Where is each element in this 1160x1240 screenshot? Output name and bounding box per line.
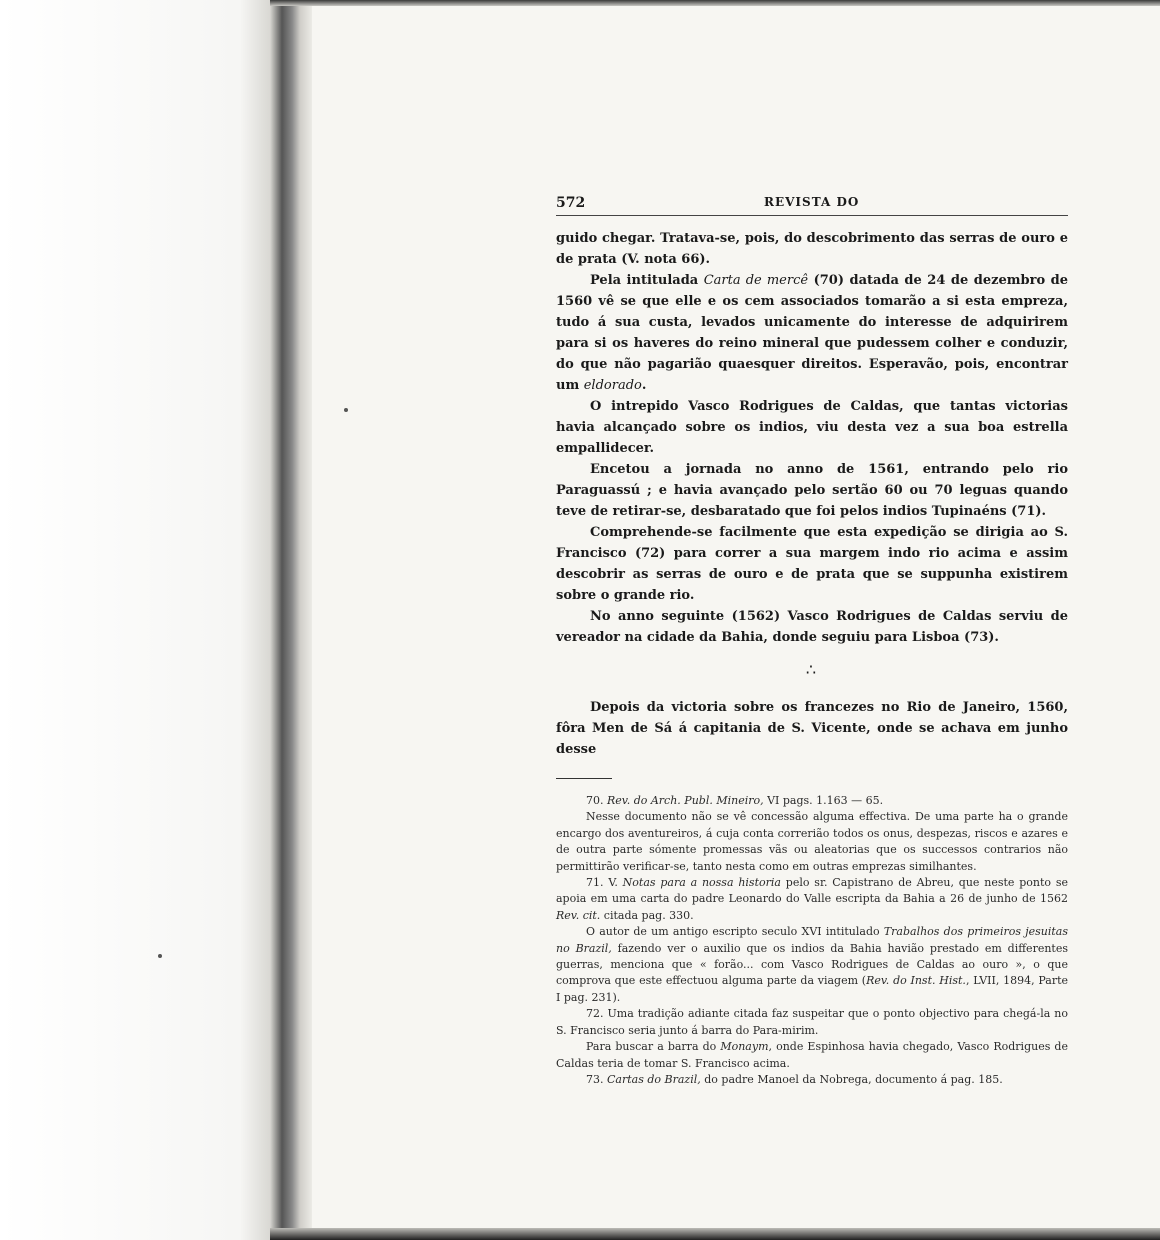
paragraph [556, 396, 1068, 459]
text-run: (70) datada de 24 de dezembro de 1560 vê se que elle e os cem associados tomarão a si esta empreza, tudo á sua custa, levados unicamente do interesse de adquirirem para si os haveres do reino mineral que pudessem colher e conduzir, do que não pagarião quaesquer direitos. Esperavão, pois, encontrar um [556, 273, 1069, 393]
footnote [556, 809, 1068, 875]
paragraph [556, 228, 1068, 270]
text-run: pelo sr. Capistrano de Abreu, que neste ponto se apoia em uma carta do padre Leonardo do Valle escripta da Bahia a 26 de junho de 1562 [556, 876, 1068, 906]
footnote [556, 875, 1068, 924]
italic-text: Trabalhos dos primeiros jesuitas no Brazil, [556, 925, 1068, 955]
italic-text: Rev. do Inst. Hist. [866, 974, 966, 988]
footnote [556, 924, 1068, 1006]
text-run: 70. [586, 794, 607, 807]
main-text-continued [556, 697, 1068, 760]
binding-gutter [0, 0, 312, 1240]
page-number: 572 [556, 195, 586, 211]
footnote [556, 1039, 1068, 1072]
text-run: VI pags. 1.163 — 65. [763, 794, 884, 807]
section-separator: ∴ [805, 660, 819, 679]
footnote [556, 1006, 1068, 1039]
text-run: do padre Manoel da Nobrega, documento á pag. 185. [700, 1072, 1003, 1086]
document-page [556, 195, 1068, 1088]
italic-text: Carta de mercê [703, 273, 809, 288]
text-run: . [641, 378, 647, 393]
page-bottom-edge [270, 1228, 1160, 1240]
text-run: , onde Espinhosa havia chegado, Vasco Rodrigues de Caldas teria de tomar S. Francisco acima. [556, 1040, 1068, 1070]
text-run: 71. V. [586, 876, 623, 890]
text-run: 72. Uma tradição adiante citada faz suspeitar que o ponto objectivo para chegá-la no S. Francisco seria junto á barra do Para-mirim. [556, 1007, 1068, 1037]
text-run: Para buscar a barra do [586, 1040, 721, 1054]
text-run: 73. [586, 1072, 607, 1086]
footnotes [556, 793, 1068, 1088]
text-run: No anno seguinte (1562) Vasco Rodrigues de Caldas serviu de vereador na cidade da Bahia, donde seguiu para Lisboa (73). [556, 609, 1068, 645]
paragraph [556, 697, 1068, 760]
text-run: O autor de um antigo escripto seculo XVI intitulado [586, 925, 884, 939]
paragraph [556, 606, 1068, 648]
page-speck [158, 954, 162, 958]
text-run: Comprehende-se facilmente que esta expedição se dirigia ao S. Francisco (72) para correr a sua margem indo rio acima e assim descobrir as serras de ouro e de prata que se suppunha existirem sobre o grande rio. [556, 525, 1068, 603]
text-run: Nesse documento não se vê concessão alguma effectiva. De uma parte ha o grande encargo dos aventureiros, á cuja conta correrião todos os onus, despezas, riscos e azares e de outra parte sómente promessas vãs ou aleatorias que os successos contrarios não permittirão verificar-se, tanto nesta como em outras emprezas similhantes. [556, 810, 1068, 873]
text-run: Depois da victoria sobre os francezes no Rio de Janeiro, 1560, fôra Men de Sá á capitania de S. Vicente, onde se achava em junho desse [556, 700, 1068, 757]
text-run: Pela intitulada [590, 273, 704, 288]
main-text [556, 228, 1068, 648]
italic-text: Monaym [720, 1040, 769, 1054]
page-header [556, 195, 1068, 216]
footnote [556, 1072, 1068, 1088]
text-run: O intrepido Vasco Rodrigues de Caldas, que tantas victorias havia alcançado sobre os indios, viu desta vez a sua boa estrella empallidecer. [556, 399, 1068, 456]
paragraph [556, 459, 1068, 522]
running-title: REVISTA DO [764, 195, 860, 209]
paragraph [556, 522, 1068, 606]
page-top-edge [270, 0, 1160, 6]
italic-text: Cartas do Brazil, [607, 1072, 701, 1086]
text-run: Encetou a jornada no anno de 1561, entrando pelo rio Paraguassú ; e havia avançado pelo sertão 60 ou 70 leguas quando teve de retirar-se, desbaratado que foi pelos indios Tupinaéns (71). [556, 462, 1068, 519]
footnote [556, 793, 1068, 809]
page-speck [344, 408, 348, 412]
text-run: citada pag. 330. [600, 908, 694, 922]
paragraph [556, 270, 1068, 396]
italic-text: Rev. do Arch. Publ. Mineiro, [607, 794, 764, 807]
italic-text: Rev. cit. [556, 908, 601, 922]
italic-text: Notas para a nossa historia [622, 876, 781, 890]
text-run: guido chegar. Tratava-se, pois, do descobrimento das serras de ouro e de prata (V. nota 66). [556, 231, 1068, 267]
text-run: fazendo ver o auxilio que os indios da Bahia havião prestado em differentes guerras, menciona que « forão... com Vasco Rodrigues de Caldas ao ouro », o que comprova que este effectuou alguma parte da viagem ( [556, 941, 1068, 988]
italic-text: eldorado [583, 378, 642, 393]
footnote-rule [556, 778, 612, 779]
text-run: , LVII, 1894, Parte I pag. 231). [556, 974, 1069, 1004]
